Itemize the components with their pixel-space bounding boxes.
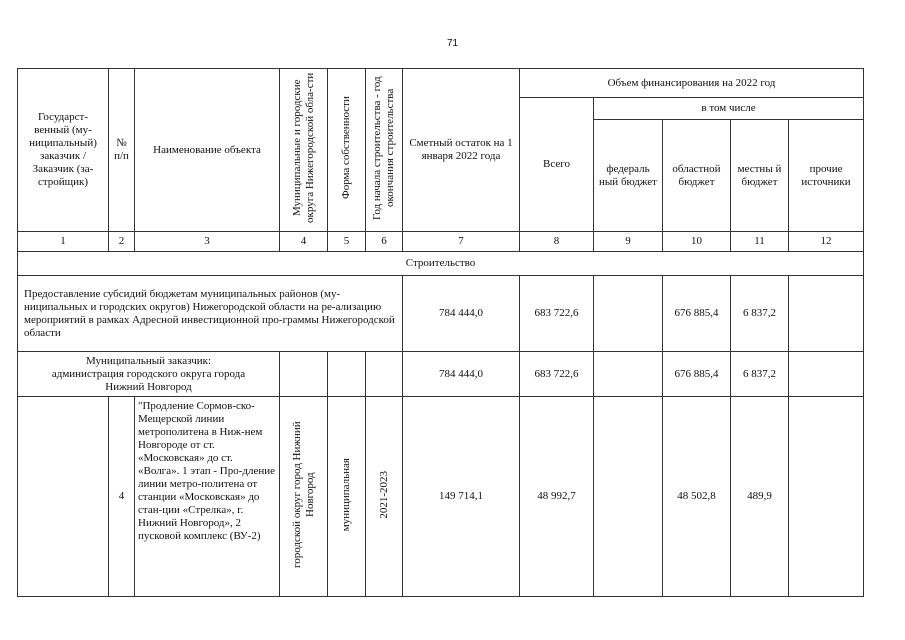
column-number: 10 (663, 232, 731, 252)
item-other (789, 397, 864, 597)
customer-label-line: администрация городского округа города (51, 367, 246, 380)
header-balance: Сметный остаток на 1 января 2022 года (403, 69, 520, 232)
column-number: 8 (520, 232, 594, 252)
item-federal (594, 397, 663, 597)
item-total: 48 992,7 (520, 397, 594, 597)
customer-federal (594, 352, 663, 397)
column-number: 5 (328, 232, 366, 252)
table-row (18, 397, 864, 597)
column-number-row (18, 232, 864, 252)
item-number: 4 (109, 397, 135, 597)
header-other: прочие источники (789, 120, 864, 232)
header-years: Год начала строительства - год окончания строительства (371, 76, 396, 220)
header-total: Всего (520, 98, 594, 232)
column-number: 7 (403, 232, 520, 252)
program-local: 6 837,2 (731, 276, 789, 352)
column-number: 4 (280, 232, 328, 252)
header-municipality: Муниципальные и городские округа Нижегородской обла-сти (290, 72, 316, 224)
customer-label-line: Нижний Новгород (105, 380, 192, 393)
program-other (789, 276, 864, 352)
column-number: 2 (109, 232, 135, 252)
item-municipality: городской округ город Нижний Новгород (290, 421, 316, 568)
column-number: 6 (366, 232, 403, 252)
item-balance: 149 714,1 (403, 397, 520, 597)
customer-label (18, 352, 280, 397)
program-regional: 676 885,4 (663, 276, 731, 352)
section-title: Строительство (18, 252, 864, 276)
customer-other (789, 352, 864, 397)
item-local: 489,9 (731, 397, 789, 597)
program-federal (594, 276, 663, 352)
item-regional: 48 502,8 (663, 397, 731, 597)
funding-table (17, 68, 864, 597)
header-local: местны й бюджет (731, 120, 789, 232)
header-ownership: Форма собственности (340, 96, 352, 200)
header-customer: Государст-венный (му-ниципальный) заказчик / Заказчик (за-стройщик) (18, 69, 109, 232)
program-total: 683 722,6 (520, 276, 594, 352)
column-number: 11 (731, 232, 789, 252)
customer-regional: 676 885,4 (663, 352, 731, 397)
page-number: 71 (446, 38, 459, 49)
header-object-name: Наименование объекта (135, 69, 280, 232)
customer-balance: 784 444,0 (403, 352, 520, 397)
column-number: 12 (789, 232, 864, 252)
customer-total: 683 722,6 (520, 352, 594, 397)
item-years: 2021-2023 (377, 470, 390, 519)
item-ownership: муниципальная (340, 457, 352, 532)
column-number: 9 (594, 232, 663, 252)
customer-local: 6 837,2 (731, 352, 789, 397)
header-federal: федераль ный бюджет (594, 120, 663, 232)
header-including: в том числе (594, 98, 864, 120)
header-regional: областной бюджет (663, 120, 731, 232)
column-number: 3 (135, 232, 280, 252)
table-row (18, 352, 864, 397)
column-number: 1 (18, 232, 109, 252)
program-balance: 784 444,0 (403, 276, 520, 352)
header-funding-group: Объем финансирования на 2022 год (520, 69, 864, 98)
customer-label-line: Муниципальный заказчик: (85, 354, 212, 367)
program-label: Предоставление субсидий бюджетам муниципальных районов (му-ниципальных и городских округов) Нижегородской области на ре-ализацию мероприятий в рамках Адресной инвестиционной про-граммы Нижегородской области (18, 276, 403, 352)
item-object-name: "Продление Сормов-ско-Мещерской линии метрополитена в Ниж-нем Новгороде от ст. «Московская» до ст. «Волга». 1 этап - Про-дление линии метро-политена от станции «Московская» до стан-ции «Стрелка», г. Нижний Новгород», 2 пусковой комплекс (ВУ-2) (135, 397, 280, 597)
table-row (18, 276, 864, 352)
header-number: № п/п (109, 69, 135, 232)
